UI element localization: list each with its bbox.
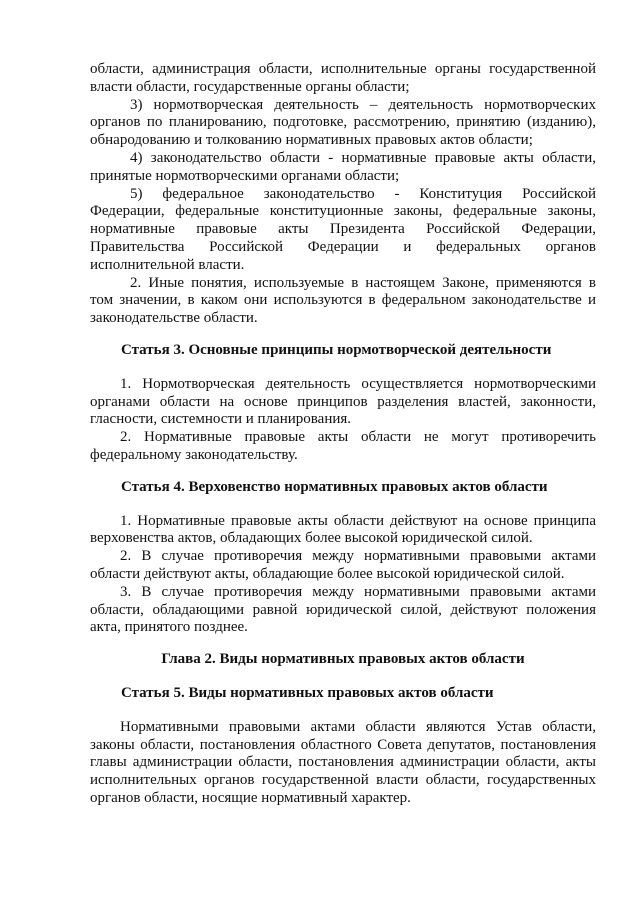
article2-item5 [90, 186, 596, 275]
article4-part1 [90, 513, 596, 549]
article2-item4 [90, 150, 596, 186]
document-body [90, 61, 596, 808]
article3-part2 [90, 429, 596, 465]
article-heading: Статья 4. Верховенство нормативных правовых актов области [121, 478, 548, 495]
text-line: 3) нормотворческая деятельность – деятельность нормотворческих [130, 96, 596, 113]
text-line: 4) законодательство области - нормативные правовые акты области, [130, 149, 596, 166]
chapter-heading: Глава 2. Виды нормативных правовых актов области [161, 651, 525, 668]
text-line: Правительства Российской Федерации и федеральных органов [90, 238, 596, 255]
article-heading: Статья 3. Основные принципы нормотворческой деятельности [121, 341, 552, 358]
text-line: области, обладающими равной юридической силой, действуют положения [90, 601, 596, 618]
article3-part1 [90, 376, 596, 429]
text-line: органов области, носящие нормативный характер. [90, 789, 411, 806]
text-line: гласности, системности и планирования. [90, 411, 352, 428]
article2-definition-tail [90, 61, 596, 97]
text-line: органов по планированию, подготовке, рассмотрению, принятию (изданию), [90, 114, 596, 131]
article4-part2 [90, 548, 596, 584]
text-line: обнародованию и толкованию нормативных правовых актов области; [90, 132, 533, 149]
text-line: законодательстве области. [90, 310, 258, 327]
text-line: принятые нормотворческими органами области; [90, 167, 400, 184]
text-line: Федерации, федеральные конституционные законы, федеральные законы, [90, 203, 596, 220]
article-heading: Статья 5. Виды нормативных правовых актов области [121, 684, 494, 701]
text-line: органами области на основе принципов разделения властей, законности, [90, 393, 596, 410]
text-line: области действуют акты, обладающие более высокой юридической силой. [90, 565, 565, 582]
text-line: акта, принятого позднее. [90, 619, 248, 636]
article2-item3 [90, 97, 596, 150]
text-line: 2. Иные понятия, используемые в настоящем Законе, применяются в [130, 274, 596, 291]
text-line: том значении, в каком они используются в федеральном законодательстве и [90, 292, 596, 309]
text-line: власти области, государственные органы области; [90, 78, 410, 95]
text-line: 2. В случае противоречия между нормативными правовыми актами [120, 548, 596, 565]
text-line: Нормативными правовыми актами области являются Устав области, [120, 718, 596, 735]
text-line: 1. Нормативные правовые акты области действуют на основе принципа [120, 512, 596, 529]
text-line: исполнительной власти. [90, 256, 245, 273]
text-line: 1. Нормотворческая деятельность осуществляется нормотворческими [120, 375, 596, 392]
text-line: 5) федеральное законодательство - Конституция Российской [130, 185, 596, 202]
text-line: федеральному законодательству. [90, 446, 298, 463]
article4-part3 [90, 584, 596, 637]
article5-text [90, 719, 596, 808]
text-line: исполнительных органов государственной власти области, государственных [90, 772, 596, 789]
text-line: главы администрации области, постановления администрации области, акты [90, 754, 596, 771]
article2-part2 [90, 275, 596, 328]
text-line: 2. Нормативные правовые акты области не могут противоречить [120, 429, 596, 446]
text-line: области, администрация области, исполнительные органы государственной [90, 61, 596, 77]
text-line: законы области, постановления областного Совета депутатов, постановления [90, 736, 596, 753]
text-line: нормативные правовые акты Президента Российской Федерации, [90, 221, 596, 238]
text-line: 3. В случае противоречия между нормативными правовыми актами [120, 583, 596, 600]
text-line: верховенства актов, обладающих более высокой юридической силой. [90, 530, 533, 547]
